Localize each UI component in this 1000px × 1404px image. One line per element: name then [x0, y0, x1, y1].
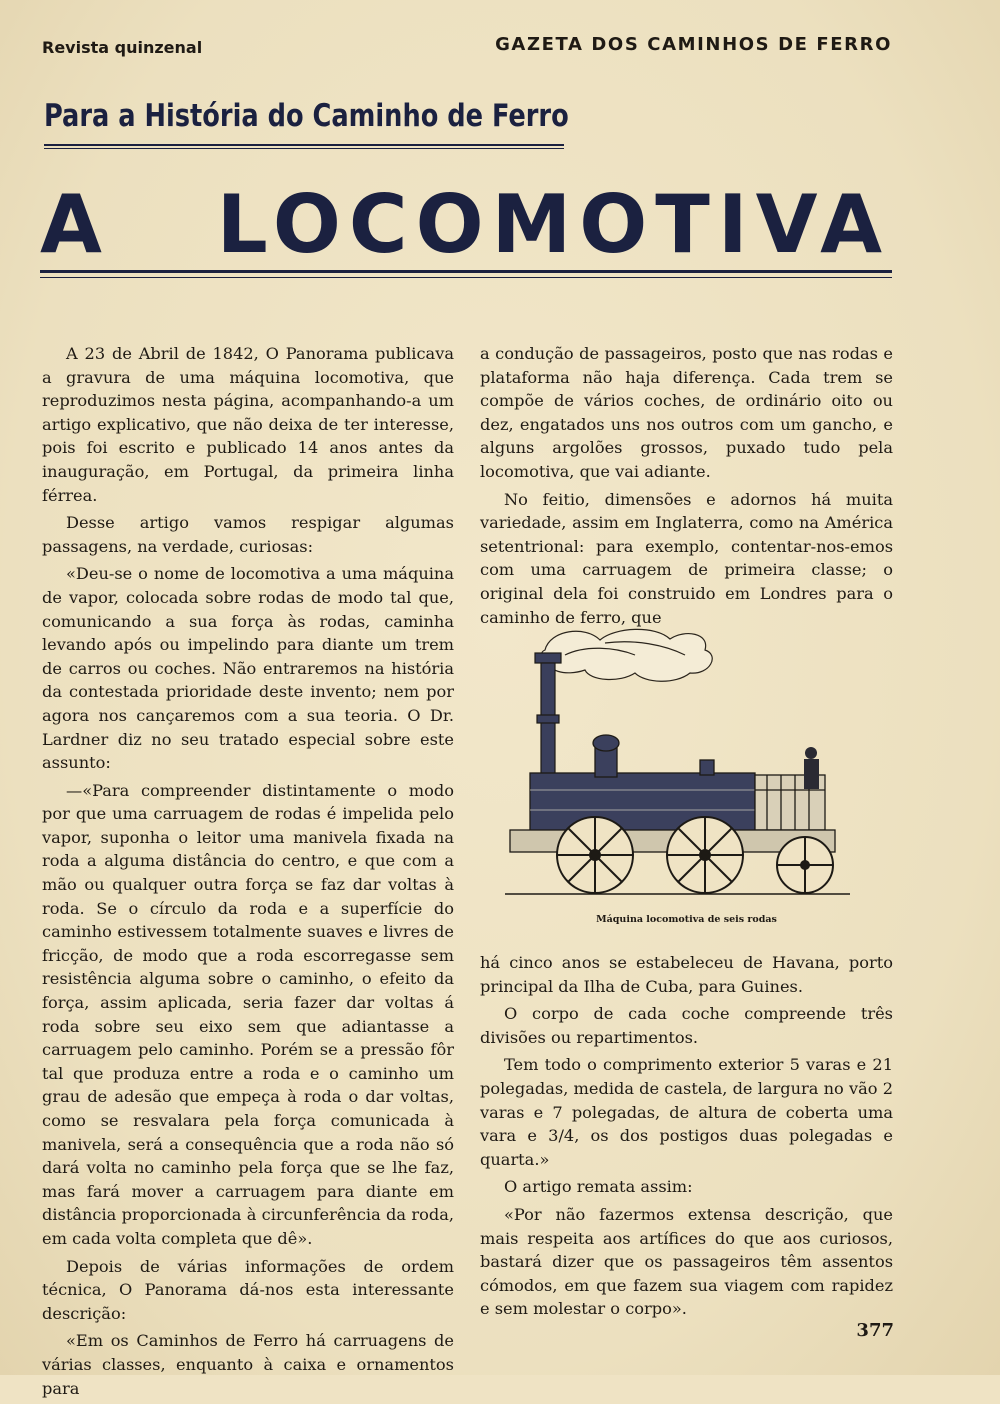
paragraph: Desse artigo vamos respigar algumas passagens, na verdade, curiosas: [42, 513, 454, 556]
kicker-underline [44, 144, 564, 149]
article-title: A LOCOMOTIVA [40, 178, 890, 271]
boiler [530, 735, 755, 831]
paragraph: A 23 de Abril de 1842, O Panorama publicava a gravura de uma máquina locomotiva, que reproduzimos nesta página, acompanhando-a um artigo explicativo, que não deixa de ter interesse, pois foi escrito e publicado 14 anos antes da inauguração, em Portugal, da primeira linha férrea. [42, 344, 454, 505]
chimney [535, 653, 561, 783]
figure-caption: Máquina locomotiva de seis rodas [596, 914, 777, 925]
section-kicker: Para a História do Caminho de Ferro [44, 98, 569, 134]
page-number: 377 [856, 1320, 894, 1341]
running-head-right: GAZETA DOS CAMINHOS DE FERRO [495, 34, 892, 55]
paragraph: No feitio, dimensões e adornos há muita variedade, assim em Inglaterra, como na América setentrional: para exemplo, contentar-nos-emos com uma carruagem de primeira classe; o original dela foi construido em Londres para o caminho de ferro, que [480, 489, 893, 627]
paragraph: Tem todo o comprimento exterior 5 varas e 21 polegadas, medida de castela, de largura no vão 2 varas e 7 polegadas, de altura de coberta uma vara e 3/4, os dos postigos duas polegadas e quarta.» [480, 1055, 893, 1169]
running-head-left: Revista quinzenal [42, 38, 203, 57]
paragraph: —«Para compreender distintamente o modo por que uma carruagem de rodas é impelida pelo vapor, suponha o leitor uma manivela fixada na roda a alguma distância do centro, e que com a mão ou qualquer outra força se faz dar voltas à roda. Se o círculo da roda e a superfície do caminho estivessem totalmente suaves e livres de fricção, de modo que a roda escorregasse sem resistência alguma sobre o caminho, o efeito da força, assim aplicada, seria fazer dar voltas á roda sobre seu eixo sem que adiantasse a carruagem pelo caminho. Porém se a pressão fôr tal que produza entre a roda e o caminho um grau de adesão que empeça à roda o dar voltas, como se resvalara pela força comunicada à manivela, será a consequência que a roda não só dará volta no caminho pela força que se lhe faz, mas fará mover a carruagem para diante em distância proporcionada à circunferência da roda, em cada volta completa que dê». [42, 780, 454, 1248]
paragraph: «Deu-se o nome de locomotiva a uma máquina de vapor, colocada sobre rodas de modo tal que, comunicando a sua força às rodas, caminha levando após ou impelindo para diante um trem de carros ou coches. Não entraremos na história da contestada prioridade deste invento; nem por agora nos cançaremos com a sua teoria. O Dr. Lardner diz no seu tratado especial sobre este assunto: [42, 564, 454, 773]
driver-figure [804, 747, 819, 789]
title-rule [40, 270, 892, 278]
left-column [42, 342, 454, 1404]
paragraph: O corpo de cada coche compreende três divisões ou repartimentos. [480, 1004, 893, 1047]
smoke-cloud [542, 629, 713, 681]
paragraph: O artigo remata assim: [504, 1177, 693, 1197]
paragraph: há cinco anos se estabeleceu de Havana, porto principal da Ilha de Cuba, para Guines. [480, 953, 893, 996]
paragraph: «Por não fazermos extensa descrição, que mais respeita aos artífices do que aos curiosos, bastará dizer que os passageiros têm assentos cómodos, em que fazem sua viagem com rapidez e sem molestar o corpo». [480, 1204, 893, 1319]
paragraph: «Em os Caminhos de Ferro há carruagens de várias classes, enquanto à caixa e ornamentos para [42, 1331, 454, 1398]
right-column-bottom [480, 951, 893, 1325]
locomotive-illustration [505, 625, 850, 900]
paragraph: a condução de passageiros, posto que nas rodas e plataforma não haja diferença. Cada trem se compõe de vários coches, de ordinário oito ou dez, engatados uns nos outros com um gancho, e alguns argolões grossos, puxado tudo pela locomotiva, que vai adiante. [480, 344, 893, 481]
paragraph: Depois de várias informações de ordem técnica, O Panorama dá-nos esta interessante descrição: [42, 1256, 454, 1323]
right-column-top [480, 342, 893, 633]
